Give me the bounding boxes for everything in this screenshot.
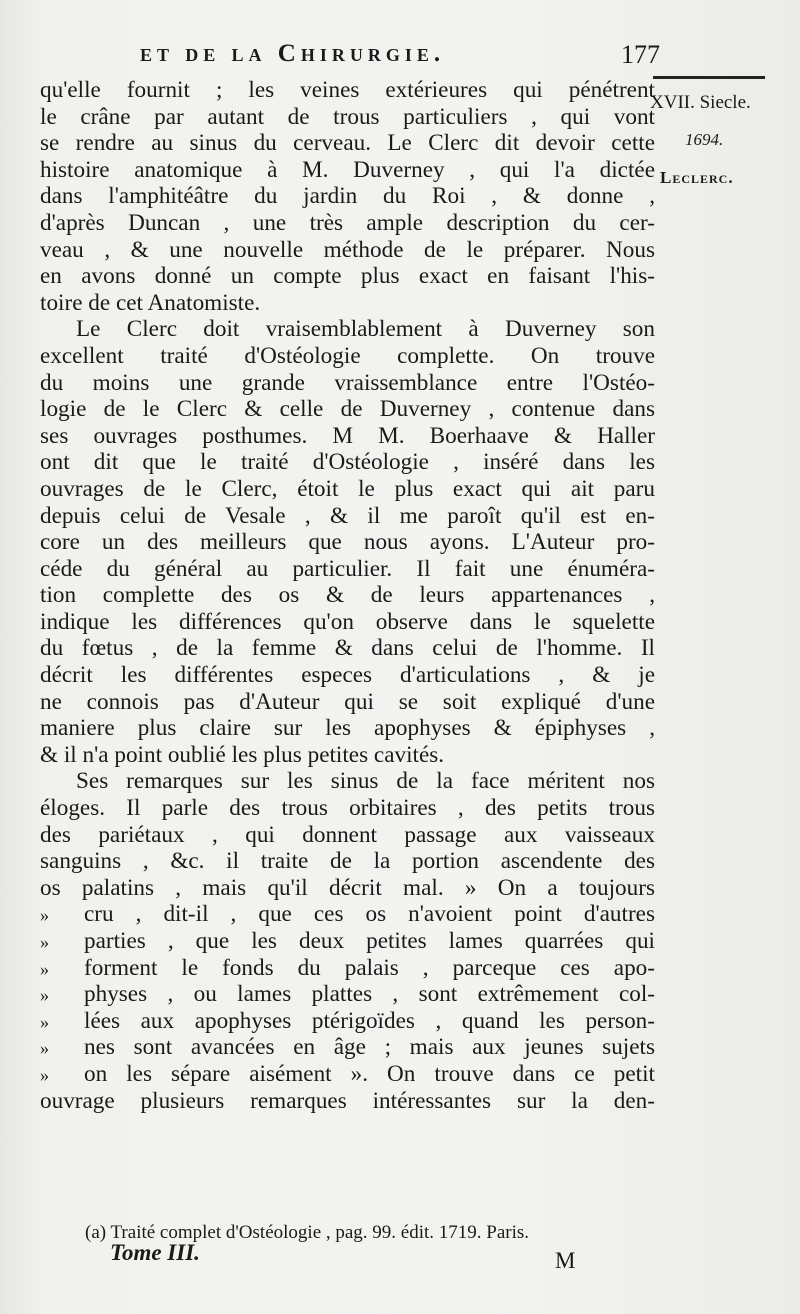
text-line bbox=[40, 449, 655, 476]
text-line bbox=[40, 768, 655, 795]
margin-note-century: XVII. Siecle. bbox=[650, 92, 751, 113]
text-line-content: qu'elle fournit ; les veines extérieures qui pénétrent bbox=[40, 77, 655, 103]
quote-mark: » bbox=[40, 932, 49, 952]
text-line bbox=[40, 582, 655, 609]
text-line-content: cru , dit-il , que ces os n'avoient point d'autres bbox=[84, 901, 655, 928]
text-line bbox=[40, 955, 655, 982]
text-line-content: & il n'a point oublié les plus petites cavités. bbox=[40, 741, 445, 768]
text-line bbox=[40, 370, 655, 397]
margin-note-year: 1694. bbox=[685, 130, 724, 149]
text-line bbox=[40, 104, 655, 131]
quote-mark: » bbox=[40, 1011, 49, 1032]
text-line bbox=[40, 237, 655, 264]
text-line-content: os palatins , mais qu'il décrit mal. » On a toujours bbox=[40, 874, 655, 901]
text-line-content: histoire anatomique à M. Duverney , qui l'a dictée bbox=[40, 156, 655, 183]
text-line-content: indique les différences qu'on observe dans le squelette bbox=[40, 608, 655, 635]
text-line-content: des pariétaux , qui donnent passage aux vaisseaux bbox=[40, 821, 655, 848]
text-line bbox=[40, 529, 655, 556]
text-line bbox=[40, 423, 655, 450]
margin-note-author: Leclerc. bbox=[660, 168, 734, 187]
text-line-content: nes sont avancées en âge ; mais aux jeunes sujets bbox=[84, 1034, 655, 1061]
text-line-content: du moins une grande vraissemblance entre l'Ostéo- bbox=[40, 369, 655, 396]
text-line bbox=[40, 183, 655, 210]
text-line bbox=[40, 210, 655, 237]
text-line-content: se rendre au sinus du cerveau. Le Clerc dit devoir cette bbox=[40, 130, 655, 157]
text-line bbox=[40, 556, 655, 583]
text-line-content: core un des meilleurs que nous ayons. L'Auteur pro- bbox=[40, 529, 655, 556]
quote-mark: » bbox=[40, 1064, 49, 1085]
text-line-content: éloges. Il parle des trous orbitaires , des petits trous bbox=[40, 795, 655, 822]
text-line-content: en avons donné un compte plus exact en faisant l'his- bbox=[40, 263, 655, 290]
text-line bbox=[40, 503, 655, 530]
text-line bbox=[40, 343, 655, 370]
running-title: et de la Chirurgie. bbox=[140, 40, 446, 67]
text-line-content: décrit les différentes especes d'articulations , & je bbox=[40, 662, 655, 689]
text-line-content: maniere plus claire sur les apophyses & épiphyses , bbox=[40, 715, 655, 742]
text-line-content: Le Clerc doit vraisemblablement à Duverney son bbox=[76, 316, 655, 343]
text-line-content: le crâne par autant de trous particuliers , qui vont bbox=[40, 103, 655, 130]
text-line-content: forment le fonds du palais , parceque ces apo- bbox=[84, 954, 655, 981]
text-line bbox=[40, 1008, 655, 1035]
text-line-content: on les sépare aisément ». On trouve dans ce petit bbox=[84, 1060, 655, 1087]
text-line bbox=[40, 848, 655, 875]
text-line bbox=[40, 1034, 655, 1061]
text-line bbox=[40, 635, 655, 662]
text-line bbox=[40, 742, 655, 769]
quote-mark: » bbox=[40, 958, 49, 979]
text-line-content: physes , ou lames plattes , sont extrêmement col- bbox=[84, 981, 655, 1008]
text-line bbox=[40, 662, 655, 689]
text-line bbox=[40, 715, 655, 742]
text-line-content: tion complette des os & de leurs appartenances , bbox=[40, 582, 655, 609]
text-line bbox=[40, 901, 655, 928]
quote-mark: » bbox=[40, 985, 49, 1006]
text-line-content: dans l'amphitéâtre du jardin du Roi , & donne , bbox=[40, 183, 655, 210]
text-line-content: ouvrages de le Clerc, étoit le plus exact qui ait paru bbox=[40, 475, 655, 502]
footer-tome: Tome III. bbox=[110, 1240, 200, 1265]
text-line-content: ont dit que le traité d'Ostéologie , inséré dans les bbox=[40, 449, 655, 476]
text-line-content: lées aux apophyses ptérigoïdes , quand les person- bbox=[84, 1007, 655, 1034]
body-text bbox=[40, 77, 655, 1114]
text-line-content: Ses remarques sur les sinus de la face méritent nos bbox=[76, 768, 655, 795]
running-head bbox=[110, 40, 660, 74]
quote-mark: » bbox=[40, 1038, 49, 1059]
text-line-content: du fœtus , de la femme & dans celui de l'homme. Il bbox=[40, 635, 655, 662]
text-line bbox=[40, 396, 655, 423]
text-line-content: excellent traité d'Ostéologie complette. On trouve bbox=[40, 342, 655, 369]
text-line-content: logie de le Clerc & celle de Duverney , contenue dans bbox=[40, 396, 655, 423]
text-line bbox=[40, 290, 655, 317]
text-line-content: d'après Duncan , une très ample description du cer- bbox=[40, 209, 655, 236]
text-line-content: toire de cet Anatomiste. bbox=[40, 289, 261, 316]
text-line-content: ouvrage plusieurs remarques intéressantes sur la den- bbox=[40, 1087, 655, 1114]
text-line-content: ses ouvrages posthumes. M M. Boerhaave & Haller bbox=[40, 422, 655, 449]
text-line bbox=[40, 875, 655, 902]
text-line bbox=[40, 689, 655, 716]
text-line bbox=[40, 928, 655, 955]
text-line bbox=[40, 476, 655, 503]
text-line bbox=[40, 130, 655, 157]
text-line bbox=[40, 609, 655, 636]
text-line bbox=[40, 981, 655, 1008]
text-line bbox=[40, 316, 655, 343]
text-line bbox=[40, 1061, 655, 1088]
text-line-content: sanguins , &c. il traite de la portion ascendente des bbox=[40, 848, 655, 875]
text-line-content: depuis celui de Vesale , & il me paroît qu'il est en- bbox=[40, 502, 655, 529]
text-line-content: ne connois pas d'Auteur qui se soit expliqué d'une bbox=[40, 688, 655, 715]
text-line-content: veau , & une nouvelle méthode de le préparer. Nous bbox=[40, 236, 655, 263]
page-number: 177 bbox=[621, 40, 660, 69]
text-line-content: céde du général au particulier. Il fait une énuméra- bbox=[40, 555, 655, 582]
text-line bbox=[40, 263, 655, 290]
text-line bbox=[40, 157, 655, 184]
footer-signature: M bbox=[555, 1248, 576, 1273]
text-line bbox=[40, 795, 655, 822]
footnote: (a) Traité complet d'Ostéologie , pag. 99. édit. 1719. Paris. bbox=[85, 1222, 530, 1243]
margin-rule bbox=[653, 76, 765, 79]
quote-mark: » bbox=[40, 905, 49, 926]
text-line bbox=[40, 822, 655, 849]
text-line bbox=[40, 77, 655, 104]
text-line bbox=[40, 1088, 655, 1115]
text-line-content: parties , que les deux petites lames quarrées qui bbox=[84, 928, 655, 954]
